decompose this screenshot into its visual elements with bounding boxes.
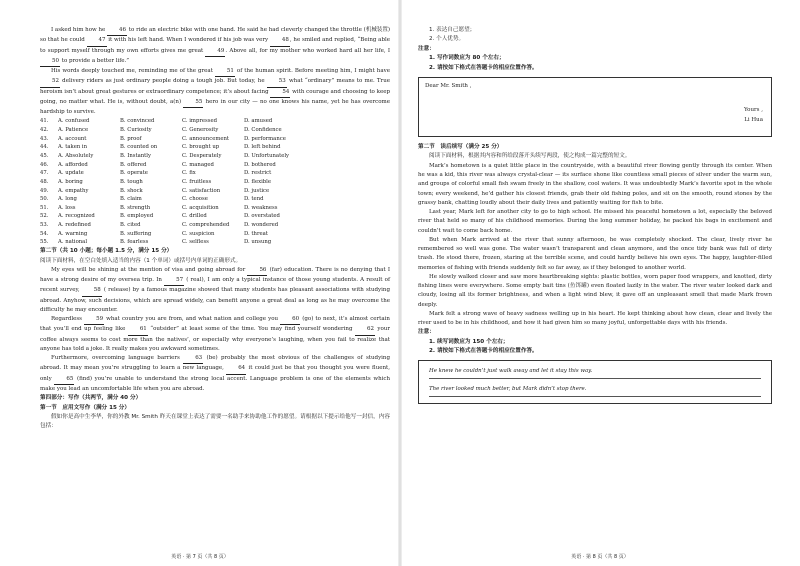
text-run: your coffee always seems to cost more than the natives’, or especially why everyone’s laughing, when you fail to realize that anyone has told a joke. It really makes you awkward sometimes.	[40, 326, 390, 352]
note-label-2: 注意：	[418, 329, 435, 336]
continuation-title: 第二节 读后续写（满分 25 分）	[418, 144, 503, 151]
note-label: 注意：	[418, 45, 435, 52]
continuation-prompt-2: The river looked much better, but Mark didn’t stop there.	[429, 383, 761, 397]
answer-blank: 49	[205, 47, 225, 57]
note2-1: 1. 续写词数应为 150 个左右；	[429, 338, 509, 345]
text-run: what “ordinary” means to me. True heroism isn’t about great gestures or extraordinary competence; it’s about facing	[40, 78, 390, 95]
section2-instructions: 阅读下面材料，在空白处填入适当的内容（1 个单词）或括号内单词的正确形式。	[40, 257, 242, 264]
option-choice: B. offered	[120, 161, 147, 168]
text-run: ( release) by a famous magazine showed that many students has pleasant associations with studying abroad. Anyhow, such decisions, which are spread widely, can benefit anyone a great deal as long as he may overcome the difficulty he may encounter.	[40, 287, 390, 313]
option-choice: B. proof	[120, 135, 142, 142]
text-run: Regardless	[51, 316, 85, 323]
option-number: 44.	[40, 144, 49, 151]
option-choice: A. warning	[58, 230, 88, 237]
option-choice: B. employed	[120, 213, 154, 220]
answer-blank: 56	[247, 266, 267, 276]
option-number: 54.	[40, 230, 49, 237]
option-choice: D. unsung	[244, 239, 272, 246]
option-choice: D. justice	[244, 187, 270, 194]
option-number: 52.	[40, 213, 49, 220]
text-run: it could just be that you thought you were fluent, only	[40, 365, 390, 382]
option-choice: B. Instantly	[120, 152, 151, 159]
option-choice: A. long	[58, 196, 77, 203]
text-run: , he smiled and replied, “Being able to support myself through my own efforts gives me great	[40, 37, 390, 54]
answer-blank: 50	[40, 57, 60, 67]
grammar-paragraph-1	[40, 266, 390, 315]
option-choice: D. bothered	[244, 161, 276, 168]
text-run: (find) you’re unable to understand the strong local accent. Language problem is one of the elements which make you lead an uncomfortable life when you are abroad.	[40, 375, 391, 392]
option-choice: C. Generosity	[182, 126, 219, 133]
option-choice: A. Patience	[58, 126, 89, 133]
part4-title: 第四部分：写作（共两节，满分 40 分）	[40, 395, 142, 402]
section2-title: 第二节（共 10 小题；每小题 1.5 分，满分 15 分）	[40, 248, 173, 255]
option-number: 45.	[40, 152, 49, 159]
answer-blank: 52	[40, 77, 60, 87]
note2-2: 2. 请按如下格式在答题卡的相应位置作答。	[429, 348, 538, 355]
text-run: ( real), I am only a typical instance of those young students. A result of recent survey,	[40, 277, 391, 294]
answer-blank: 60	[280, 315, 300, 325]
option-choice: B. strength	[120, 204, 151, 211]
letter-closing: Yours ,	[744, 107, 763, 114]
page-footer-right: 英语 · 第 8 页（共 8 页）	[571, 554, 629, 560]
answer-blank: 64	[226, 364, 246, 374]
text-run: (be) probably the most obvious of the challenges of studying abroad. It may mean you’re struggling to learn a new language,	[40, 355, 390, 372]
option-number: 42.	[40, 126, 49, 133]
option-choice: B. claim	[120, 196, 142, 203]
option-choice: D. amused	[244, 118, 273, 125]
text-run: “outsider” at least some of the time. You may find yourself wondering	[147, 326, 355, 333]
option-choice: C. Desperately	[182, 152, 222, 159]
answer-blank: 59	[84, 315, 104, 325]
note-2: 2. 请按如下格式在答题卡的相应位置作答。	[429, 64, 538, 71]
answer-blank: 54	[270, 88, 290, 98]
part4-section1: 第一节 应用文写作（满分 15 分）	[40, 404, 130, 411]
grammar-paragraph-3	[40, 354, 390, 394]
option-choice: A. empathy	[58, 187, 89, 194]
option-choice: C. comprehended	[182, 222, 230, 229]
option-choice: C. satisfaction	[182, 187, 221, 194]
text-run: My eyes will be shining at the mention of visa and going abroad for	[51, 266, 248, 273]
option-choice: A. national	[58, 239, 88, 246]
text-run: to ride an electric bike with one hand. He said he had cleverly changed the throttle (机械装置) so that he could	[40, 27, 390, 44]
option-choice: B. shock	[120, 187, 143, 194]
answer-blank: 61	[128, 325, 148, 335]
text-run: . Above all, for my mother who worked hard all her life, I	[225, 47, 390, 54]
story-paragraph-2: Last year, Mark left for another city to go to high school. He missed his peaceful hometown a lot, especially the beloved river that held so many of his childhood memories. During the long summer holiday, he packed his bags in excitement and couldn’t wait to come back home.	[418, 209, 772, 234]
option-choice: B. convinced	[120, 118, 155, 125]
option-choice: D. Unfortunately	[244, 152, 290, 159]
option-choice: D. left behind	[244, 144, 281, 151]
option-choice: C. impressed	[182, 118, 217, 125]
option-choice: A. redefined	[58, 222, 91, 229]
option-choice: C. fruitless	[182, 178, 212, 185]
continuation-instructions: 阅读下面材料，根据其内容和所给段落开头续写两段，使之构成一篇完整的短文。	[429, 153, 631, 160]
option-choice: C. suspicion	[182, 230, 215, 237]
text-run: of the human spirit. Before meeting him, I might have	[234, 68, 390, 74]
part4-task: 假如你是高中生李华，你的外教 Mr. Smith 昨天在课堂上表达了需要一名助手来协助他工作的愿望。请根据以下提示给他写一封信，内容包括：	[40, 413, 390, 430]
option-choice: B. fearless	[120, 239, 149, 246]
option-choice: D. restrict	[244, 170, 272, 177]
option-choice: D. threat	[244, 230, 268, 237]
option-choice: A. loss	[58, 204, 76, 211]
story-paragraph-4: He slowly walked closer and saw more heartbreaking sights: plastic bottles, worn paper food wrappers, and knotted, dirty fishing lines were everywhere. Some empty bait tins (鱼饵罐) even floated lazily in the water. The river water looked dark and cloudy, losing all its former brightness, and when a light wind blew, it gave off an unpleasant smell that made Mark frown deeply.	[418, 273, 772, 308]
continuation-prompt-1: He knew he couldn’t just walk away and let it stay this way.	[429, 365, 761, 379]
page-footer-left: 英语 · 第 7 页（共 8 页）	[171, 554, 229, 560]
option-choice: A. taken in	[58, 144, 88, 151]
option-choice: B. suffering	[120, 230, 152, 237]
option-choice: B. operate	[120, 170, 148, 177]
option-number: 50.	[40, 196, 49, 203]
answer-blank: 53	[267, 77, 287, 87]
answer-blank: 48	[270, 36, 290, 46]
answer-blank: 46	[107, 26, 127, 36]
story-paragraph-3: But when Mark arrived at the river that sunny afternoon, he was completely shocked. The clear, lively river he remembered so well was gone. The water wasn’t transparent and clean anymore, and the once tidy bank was full of dirty trash. He stood there, frozen, staring at the terrible scene, and could hardly believe his own eyes. The happy, laughter-filled memories of fishing with friends suddenly felt so far away, as if they belonged to another world.	[418, 236, 772, 271]
story-paragraph-1: Mark’s hometown is a quiet little place in the countryside, with a beautiful river flowing gently through its center. When he was a kid, this river was always crystal-clear — its surface shone like countless small pieces of silver under the warm sun, and groups of colorful small fish swam freely in the shallow, cool waters. It was undoubtedly Mark’s favorite spot in the whole town; every weekend, he’d gather his closest friends, grab their old fishing poles, and sit on the smooth, round stones by the grassy bank, chatting loudly about their daily lives and patiently waiting for fish to bite.	[418, 162, 772, 206]
option-choice: C. managed	[182, 161, 214, 168]
option-choice: D. tend	[244, 196, 264, 203]
option-choice: A. update	[58, 170, 84, 177]
option-choice: A. confused	[58, 118, 90, 125]
passage-paragraph-2	[40, 67, 390, 117]
answer-blank: 57	[164, 276, 184, 286]
text-run: I asked him how he	[51, 27, 108, 33]
option-choice: C. drilled	[182, 213, 207, 220]
option-number: 51.	[40, 204, 49, 211]
text-run: (far) education. There is no denying that I have a strong desire of my oversea trip. In	[40, 266, 390, 284]
text-run: hero in our city — no one knows his name, yet he has overcome hardship to survive.	[40, 98, 390, 115]
answer-blank: 63	[183, 354, 203, 364]
text-run: with courage and choosing to keep going, no matter what. He is, without doubt, a(n)	[40, 88, 390, 105]
options-grid	[40, 117, 390, 247]
grammar-paragraph-2	[40, 315, 390, 354]
text-run: His words deeply touched me, reminding me of the great	[51, 68, 215, 74]
answer-blank: 55	[183, 98, 203, 108]
answer-blank: 58	[82, 286, 102, 296]
option-choice: A. recognized	[58, 213, 95, 220]
option-choice: D. flexible	[244, 178, 271, 185]
option-number: 41.	[40, 118, 49, 125]
option-choice: C. acquisition	[182, 204, 219, 211]
text-run: Furthermore, overcoming language barriers	[51, 355, 184, 362]
answer-blank: 62	[355, 325, 375, 335]
text-run: to provide a better life.”	[60, 57, 130, 64]
option-choice: D. overstated	[244, 213, 280, 220]
option-choice: C. selfless	[182, 239, 209, 246]
option-number: 49.	[40, 187, 49, 194]
option-number: 46.	[40, 161, 49, 168]
answer-blank: 47	[87, 36, 107, 46]
option-choice: C. announcement	[182, 135, 230, 142]
letter-signature: Li Hua	[744, 117, 763, 124]
letter-salutation: Dear Mr. Smith ,	[425, 83, 472, 90]
option-number: 48.	[40, 178, 49, 185]
text-run: what country you are from, and what nation and college you	[104, 316, 281, 323]
text-run: delivery riders as just ordinary people doing a tough job. But today, he	[60, 78, 267, 85]
option-choice: D. weakness	[244, 204, 278, 211]
option-choice: C. choose	[182, 196, 208, 203]
text-run: it with his left hand. When I wondered if his job was very	[106, 37, 270, 44]
note-1: 1. 写作词数应为 80 个左右；	[429, 55, 505, 62]
letter-answer-box	[418, 77, 772, 137]
option-choice: A. boring	[58, 178, 83, 185]
option-number: 53.	[40, 222, 49, 229]
right-page	[400, 0, 800, 566]
writing-point-2: 2. 个人优势。	[429, 36, 465, 43]
option-choice: D. wondered	[244, 222, 279, 229]
writing-point-1: 1. 表达自己愿望；	[429, 27, 476, 33]
passage-paragraph-1	[40, 26, 390, 67]
answer-blank: 65	[54, 375, 74, 385]
story-paragraph-5: Mark felt a strong wave of heavy sadness welling up in his heart. He kept thinking about how clean, clear and lively the river used to be in his childhood, and how it had given him so many joyful, unforgettable days with his friends.	[418, 310, 772, 327]
option-choice: B. counted on	[120, 144, 158, 151]
option-choice: B. tough	[120, 178, 143, 185]
option-choice: C. brought up	[182, 144, 220, 151]
option-choice: D. Confidence	[244, 126, 282, 133]
continuation-answer-box	[418, 360, 772, 404]
text-run: (go) to next, it’s almost certain that you’ll end up feeling like	[40, 316, 390, 333]
answer-blank: 51	[215, 67, 235, 77]
option-choice: C. fix	[182, 170, 196, 177]
option-choice: D. performance	[244, 135, 286, 142]
option-choice: A. afforded	[58, 161, 88, 168]
option-choice: A. Absolutely	[58, 152, 94, 159]
option-number: 55.	[40, 239, 49, 246]
option-number: 43.	[40, 135, 49, 142]
option-number: 47.	[40, 170, 49, 177]
option-choice: B. Curiosity	[120, 126, 152, 133]
option-choice: A. account	[58, 135, 87, 142]
option-choice: B. cited	[120, 222, 141, 229]
